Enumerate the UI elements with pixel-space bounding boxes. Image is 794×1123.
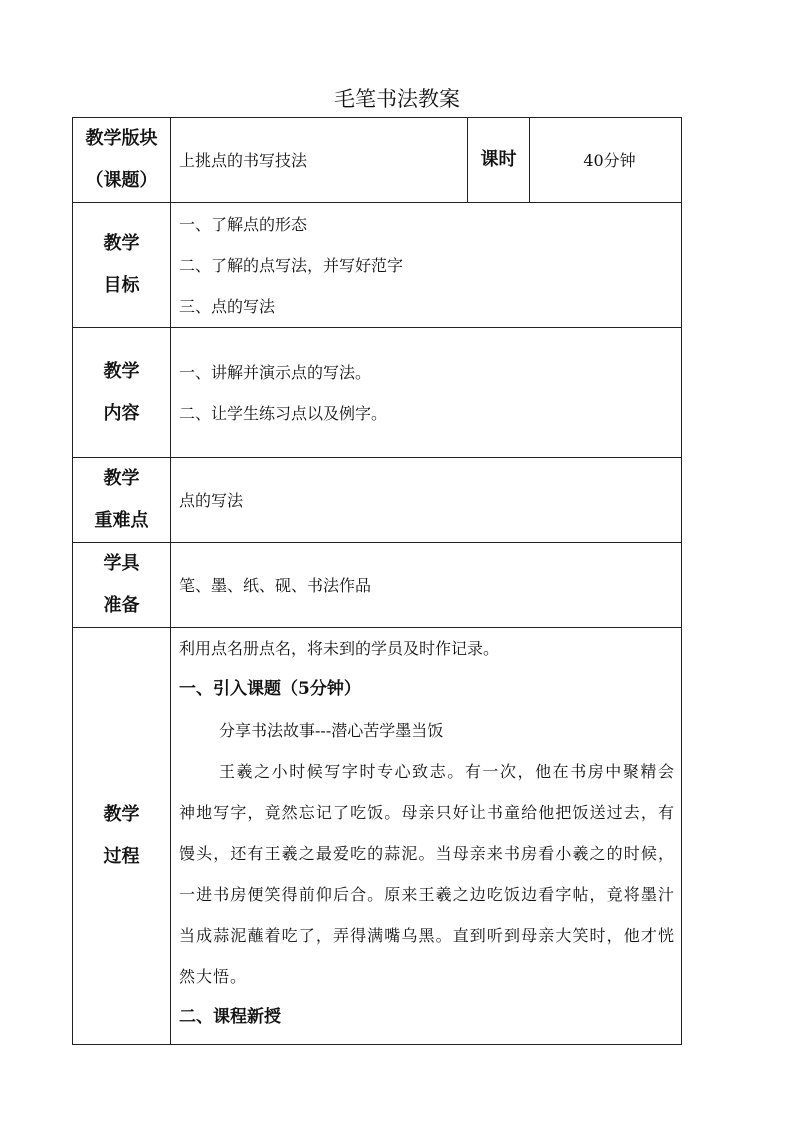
story-title: 分享书法故事---潜心苦学墨当饭 xyxy=(219,721,444,740)
content-list xyxy=(171,328,682,458)
label-topic-line1: 教学版块 xyxy=(85,128,158,149)
topic-value: 上挑点的书写技法 xyxy=(171,118,468,203)
page-title: 毛笔书法教案 xyxy=(334,87,460,111)
label-content-line2: 内容 xyxy=(103,402,140,424)
label-tools xyxy=(73,543,171,628)
label-tools-line2: 准备 xyxy=(103,595,140,616)
label-key-line2: 重难点 xyxy=(94,510,149,531)
period-value: 40分钟 xyxy=(530,118,682,203)
row-topic xyxy=(73,118,682,203)
label-key-line1: 教学 xyxy=(103,468,140,489)
story-body: 王羲之小时候写字时专心致志。有一次，他在书房中聚精会神地写字，竟然忘记了吃饭。母亲只好让书童给他把饭送过去，有馒头，还有王羲之最爱吃的蒜泥。当母亲来书房看小羲之的时候，一进书房便笑得前仰后合。原来王羲之边吃饭边看字帖，竟将墨汁当成蒜泥蘸着吃了，弄得满嘴乌黑。直到听到母亲大笑时，他才恍然大悟。 xyxy=(179,762,675,986)
row-key-points xyxy=(73,458,682,543)
label-tools-line1: 学具 xyxy=(103,553,140,574)
label-goals xyxy=(73,203,171,328)
label-goals-line1: 教学 xyxy=(103,233,140,254)
content-item: 一、讲解并演示点的写法。 xyxy=(179,362,372,382)
goal-item: 二、了解的点写法，并写好范字 xyxy=(179,255,404,275)
period-label: 课时 xyxy=(468,118,530,203)
roll-call-text: 利用点名册点名，将未到的学员及时作记录。 xyxy=(179,639,500,658)
label-key-points xyxy=(73,458,171,543)
label-content-line1: 教学 xyxy=(103,360,140,382)
content-item: 二、让学生练习点以及例字。 xyxy=(179,403,388,423)
label-process-line2: 过程 xyxy=(103,846,140,867)
row-goals xyxy=(73,203,682,328)
label-goals-line2: 目标 xyxy=(103,275,140,296)
tools-value: 笔、墨、纸、砚、书法作品 xyxy=(171,543,682,628)
section-heading-new-lesson: 二、课程新授 xyxy=(179,1007,281,1027)
goal-item: 三、点的写法 xyxy=(179,296,276,316)
label-process xyxy=(73,628,171,1045)
process-content xyxy=(171,628,682,1045)
key-points-value: 点的写法 xyxy=(171,458,682,543)
goals-list xyxy=(171,203,682,328)
label-content xyxy=(73,328,171,458)
row-content xyxy=(73,328,682,458)
row-process xyxy=(73,628,682,1045)
lesson-plan-table xyxy=(72,117,682,1045)
label-topic-line2: （课题） xyxy=(85,170,158,191)
label-process-line1: 教学 xyxy=(103,804,140,825)
section-heading-intro: 一、引入课题（5分钟） xyxy=(179,679,361,699)
goal-item: 一、了解点的形态 xyxy=(179,214,308,234)
row-tools xyxy=(73,543,682,628)
label-topic xyxy=(73,118,171,203)
